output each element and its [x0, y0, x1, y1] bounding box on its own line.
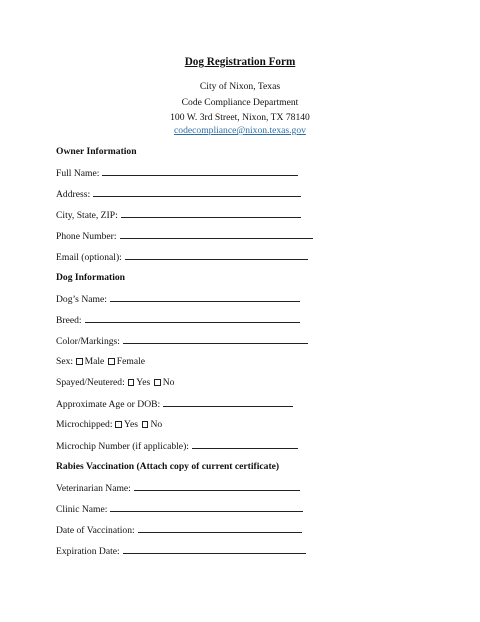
owner-email-field[interactable]	[125, 251, 308, 260]
dog-spayed-row	[56, 377, 174, 389]
rabies-expiration-field[interactable]	[123, 545, 306, 554]
owner-email-row	[56, 251, 308, 264]
owner-email-label: Email (optional):	[56, 252, 122, 263]
rabies-vet-row	[56, 482, 300, 495]
dog-breed-label: Breed:	[56, 315, 82, 326]
dog-breed-row	[56, 314, 300, 327]
owner-address-field[interactable]	[93, 188, 301, 197]
spayed-no-checkbox[interactable]	[154, 379, 161, 386]
dog-name-label: Dog’s Name:	[56, 294, 107, 305]
dog-breed-field[interactable]	[85, 314, 300, 323]
owner-phone-field[interactable]	[120, 230, 313, 239]
dog-section-heading: Dog Information	[56, 272, 126, 283]
microchipped-no-checkbox[interactable]	[142, 421, 149, 428]
rabies-clinic-field[interactable]	[110, 503, 303, 512]
rabies-clinic-row	[56, 503, 303, 516]
dog-spayed-label: Spayed/Neutered:	[56, 377, 125, 388]
microchipped-yes-checkbox[interactable]	[115, 421, 122, 428]
header-email-row	[0, 125, 480, 136]
owner-address-row	[56, 188, 301, 201]
owner-full-name-label: Full Name:	[56, 168, 100, 179]
dog-color-row	[56, 335, 308, 348]
spayed-yes-checkbox[interactable]	[128, 379, 135, 386]
rabies-date-field[interactable]	[138, 524, 302, 533]
rabies-section-heading: Rabies Vaccination (Attach copy of current certificate)	[56, 461, 280, 472]
owner-city-label: City, State, ZIP:	[56, 210, 118, 221]
rabies-vet-field[interactable]	[134, 482, 300, 491]
dog-age-label: Approximate Age or DOB:	[56, 399, 161, 410]
owner-phone-row	[56, 230, 313, 243]
header-city: City of Nixon, Texas	[199, 81, 281, 92]
dog-sex-row	[56, 356, 145, 368]
dog-sex-label: Sex:	[56, 356, 74, 367]
form-title: Dog Registration Form	[184, 56, 296, 68]
owner-city-row	[56, 209, 301, 222]
dog-microchip-number-field[interactable]	[192, 440, 298, 449]
dog-microchip-number-label: Microchip Number (if applicable):	[56, 441, 189, 452]
dog-microchip-number-row	[56, 440, 298, 453]
owner-full-name-field[interactable]	[102, 167, 298, 176]
spayed-yes-label: Yes	[136, 377, 151, 388]
sex-female-label: Female	[116, 356, 146, 367]
dog-microchipped-label: Microchipped:	[56, 419, 113, 430]
rabies-expiration-label: Expiration Date:	[56, 546, 120, 557]
rabies-expiration-row	[56, 545, 306, 558]
owner-address-label: Address:	[56, 189, 91, 200]
microchipped-yes-label: Yes	[123, 419, 138, 430]
dog-color-label: Color/Markings:	[56, 336, 120, 347]
dog-name-row	[56, 293, 300, 306]
spayed-no-label: No	[162, 377, 175, 388]
dog-microchipped-row	[56, 419, 162, 431]
microchipped-no-label: No	[150, 419, 163, 430]
rabies-date-label: Date of Vaccination:	[56, 525, 135, 536]
dog-color-field[interactable]	[123, 335, 308, 344]
dog-age-row	[56, 398, 293, 411]
owner-city-field[interactable]	[121, 209, 301, 218]
dog-name-field[interactable]	[110, 293, 300, 302]
header-address: 100 W. 3rd Street, Nixon, TX 78140	[170, 112, 310, 123]
owner-section-heading: Owner Information	[56, 146, 137, 157]
dog-age-field[interactable]	[163, 398, 293, 407]
rabies-date-row	[56, 524, 302, 537]
rabies-clinic-label: Clinic Name:	[56, 504, 108, 515]
sex-female-checkbox[interactable]	[108, 358, 115, 365]
email-link[interactable]: codecompliance@nixon.texas.gov	[174, 125, 306, 136]
sex-male-checkbox[interactable]	[76, 358, 83, 365]
owner-phone-label: Phone Number:	[56, 231, 117, 242]
header-department: Code Compliance Department	[181, 97, 299, 108]
sex-male-label: Male	[84, 356, 105, 367]
rabies-vet-label: Veterinarian Name:	[56, 483, 131, 494]
owner-full-name-row	[56, 167, 298, 180]
